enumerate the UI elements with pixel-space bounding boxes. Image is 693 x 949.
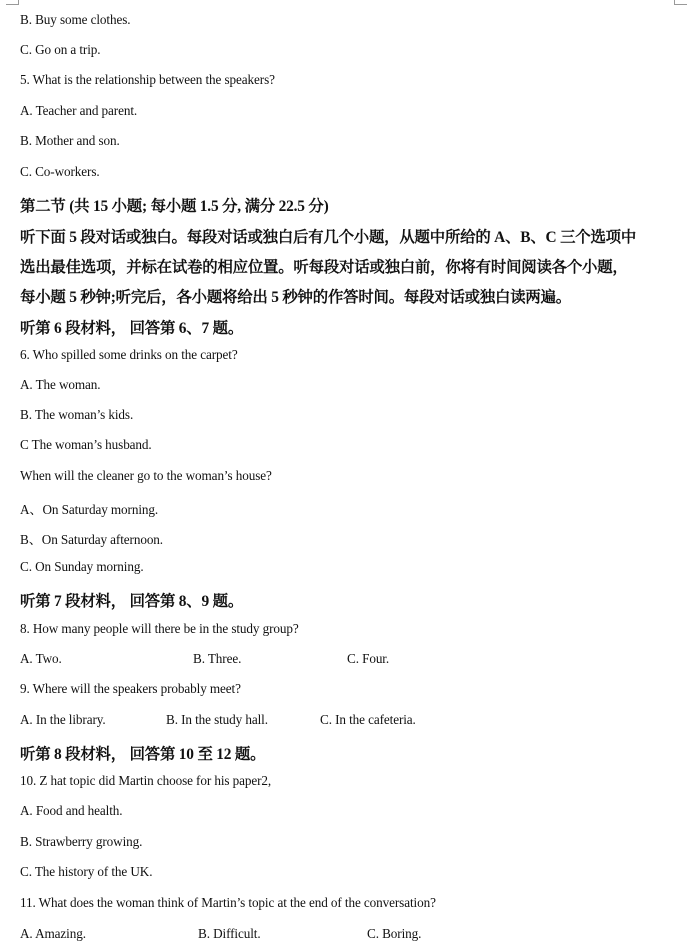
question-10: 10. Z hat topic did Martin choose for his paper2, [20, 773, 272, 788]
option-8b: B. Three. [193, 651, 242, 666]
option-5a: A. Teacher and parent. [20, 103, 138, 118]
material-7-heading: 听第 7 段材料， 回答第 8、9 题。 [20, 593, 244, 610]
options-8 [20, 651, 680, 669]
options-9 [20, 712, 680, 730]
option-9b: B. In the study hall. [166, 712, 268, 727]
crop-mark-left [6, 0, 19, 5]
option-5c: C. Co-workers. [20, 164, 100, 179]
option-6c: C The woman’s husband. [20, 437, 152, 452]
question-11: 11. What does the woman think of Martin’s topic at the end of the conversation? [20, 895, 436, 910]
option-7c: C. On Sunday morning. [20, 559, 144, 574]
option-8a: A. Two. [20, 651, 62, 666]
instructions-line-3: 每小题 5 秒钟;听完后，各小题将给出 5 秒钟的作答时间。每段对话或独白读两遍。 [20, 289, 571, 306]
material-6-heading: 听第 6 段材料， 回答第 6、7 题。 [20, 320, 244, 337]
option-10b: B. Strawberry growing. [20, 834, 143, 849]
question-9: 9. Where will the speakers probably meet? [20, 681, 241, 696]
crop-mark-right [674, 0, 687, 5]
question-7: When will the cleaner go to the woman’s house? [20, 468, 272, 483]
option-11c: C. Boring. [367, 926, 422, 941]
option-9a: A. In the library. [20, 712, 106, 727]
option-5b: B. Mother and son. [20, 133, 120, 148]
option-11b: B. Difficult. [198, 926, 261, 941]
instructions-line-2: 选出最佳选项，并标在试卷的相应位置。听每段对话或独白前，你将有时间阅读各个小题， [20, 259, 628, 276]
option-10a: A. Food and health. [20, 803, 123, 818]
material-8-heading: 听第 8 段材料， 回答第 10 至 12 题。 [20, 746, 266, 763]
question-6: 6. Who spilled some drinks on the carpet? [20, 347, 238, 362]
option-6b: B. The woman’s kids. [20, 407, 134, 422]
instructions-line-1: 听下面 5 段对话或独白。每段对话或独白后有几个小题，从题中所给的 A、B、C 三个选项中 [20, 229, 637, 246]
question-5: 5. What is the relationship between the speakers? [20, 72, 275, 87]
question-8: 8. How many people will there be in the study group? [20, 621, 299, 636]
option-11a: A. Amazing. [20, 926, 86, 941]
option-10c: C. The history of the UK. [20, 864, 153, 879]
section-title: 第二节 (共 15 小题; 每小题 1.5 分, 满分 22.5 分) [20, 198, 329, 215]
option-8c: C. Four. [347, 651, 390, 666]
option-7a: A、On Saturday morning. [20, 502, 159, 517]
option-4b: B. Buy some clothes. [20, 12, 131, 27]
option-6a: A. The woman. [20, 377, 101, 392]
option-9c: C. In the cafeteria. [320, 712, 416, 727]
option-4c: C. Go on a trip. [20, 42, 101, 57]
option-7b: B、On Saturday afternoon. [20, 532, 163, 547]
options-11 [20, 926, 680, 944]
